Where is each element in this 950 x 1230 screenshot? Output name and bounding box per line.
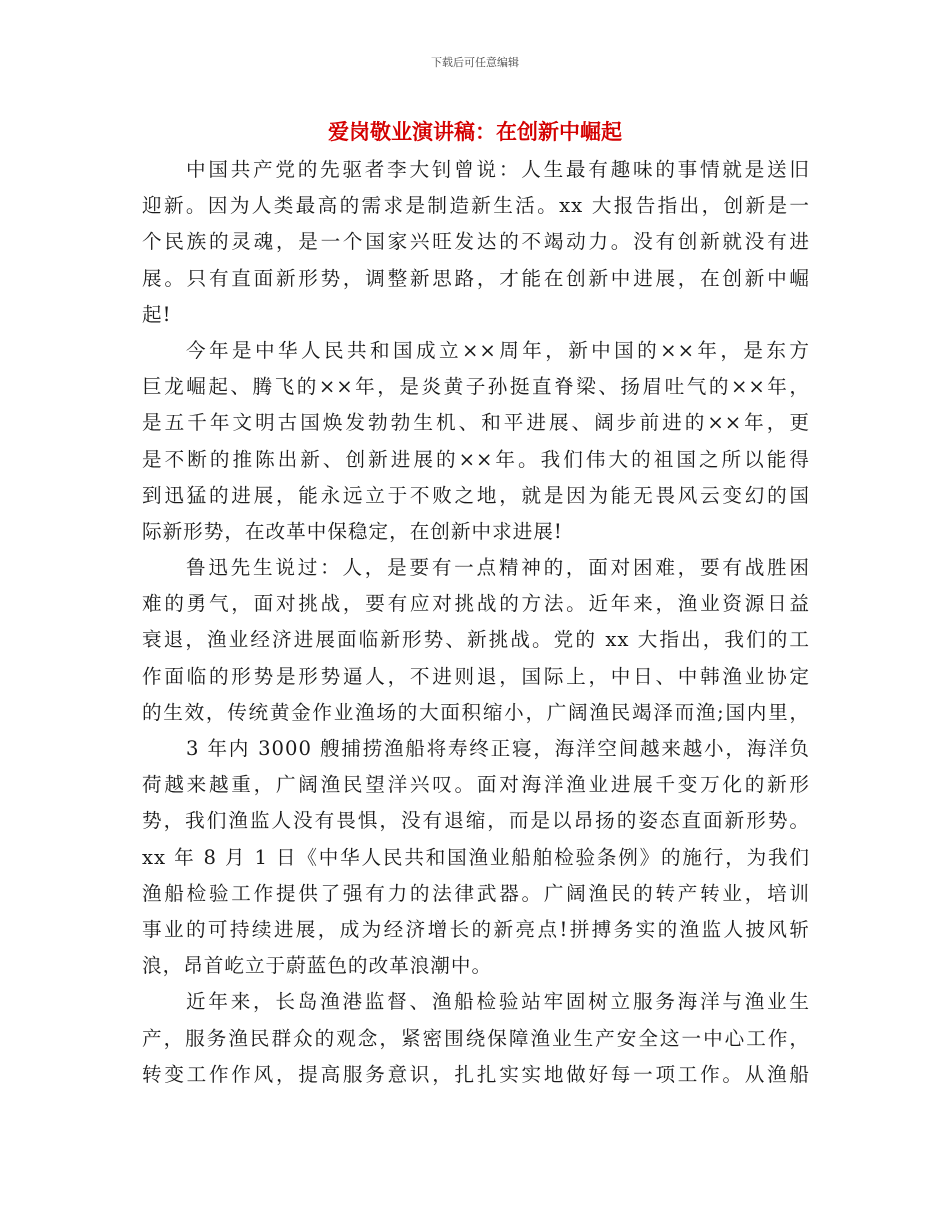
text-line: 际新形势，在改革中保稳定，在创新中求进展!: [142, 519, 563, 543]
text-line: 浪，昂首屹立于蔚蓝色的改革浪潮中。: [142, 954, 493, 978]
document-body: [142, 152, 810, 1093]
paragraph-1: [142, 152, 810, 333]
text-line: 今年是中华人民共和国成立××周年，新中国的××年，是东方: [186, 338, 810, 362]
text-line: 作面临的形势是形势逼人，不进则退，国际上，中日、中韩渔业协定: [142, 664, 810, 688]
text-line: 是五千年文明古国焕发勃勃生机、和平进展、阔步前进的××年，更: [142, 411, 810, 435]
paragraph-2: [142, 333, 810, 550]
document-title: 爱岗敬业演讲稿：在创新中崛起: [328, 120, 622, 144]
paragraph-3: [142, 550, 810, 731]
text-line: 3 年内 3000 艘捕捞渔船将寿终正寝，海洋空间越来越小，海洋负: [186, 737, 810, 760]
paragraph-4: [142, 731, 810, 984]
text-line: 转变工作作风，提高服务意识，扎扎实实地做好每一项工作。从渔船: [142, 1062, 810, 1086]
text-line: xx 年 8 月 1 日《中华人民共和国渔业船舶检验条例》的施行，为我们: [142, 845, 810, 869]
text-line: 事业的可持续进展，成为经济增长的新亮点!拼搏务实的渔监人披风斩: [142, 917, 810, 941]
text-line: 荷越来越重，广阔渔民望洋兴叹。面对海洋渔业进展千变万化的新形: [142, 773, 810, 797]
text-line: 个民族的灵魂，是一个国家兴旺发达的不竭动力。没有创新就没有进: [142, 230, 810, 254]
text-line: 是不断的推陈出新、创新进展的××年。我们伟大的祖国之所以能得: [142, 447, 810, 471]
page-header-note: 下载后可任意编辑: [431, 56, 519, 69]
text-line: 鲁迅先生说过：人，是要有一点精神的，面对困难，要有战胜困: [186, 556, 810, 580]
text-line: 巨龙崛起、腾飞的××年，是炎黄子孙挺直脊梁、扬眉吐气的××年，: [142, 375, 810, 399]
text-line: 起!: [142, 302, 172, 326]
text-line: 近年来，长岛渔港监督、渔船检验站牢固树立服务海洋与渔业生: [186, 990, 810, 1014]
text-line: 产，服务渔民群众的观念，紧密围绕保障渔业生产安全这一中心工作，: [142, 1026, 810, 1050]
text-line: 到迅猛的进展，能永远立于不败之地，就是因为能无畏风云变幻的国: [142, 483, 810, 507]
text-line: 势，我们渔监人没有畏惧，没有退缩，而是以昂扬的姿态直面新形势。: [142, 809, 810, 833]
text-line: 难的勇气，面对挑战，要有应对挑战的方法。近年来，渔业资源日益: [142, 592, 810, 616]
text-line: 迎新。因为人类最高的需求是制造新生活。xx 大报告指出，创新是一: [142, 194, 810, 218]
text-line: 的生效，传统黄金作业渔场的大面积缩小，广阔渔民竭泽而渔;国内里，: [142, 700, 810, 724]
text-line: 衰退，渔业经济进展面临新形势、新挑战。党的 xx 大指出，我们的工: [142, 628, 810, 652]
paragraph-5: [142, 984, 810, 1093]
text-line: 渔船检验工作提供了强有力的法律武器。广阔渔民的转产转业，培训: [142, 881, 810, 905]
text-line: 中国共产党的先驱者李大钊曾说：人生最有趣味的事情就是送旧: [186, 158, 810, 181]
text-line: 展。只有直面新形势，调整新思路，才能在创新中进展，在创新中崛: [142, 266, 810, 290]
